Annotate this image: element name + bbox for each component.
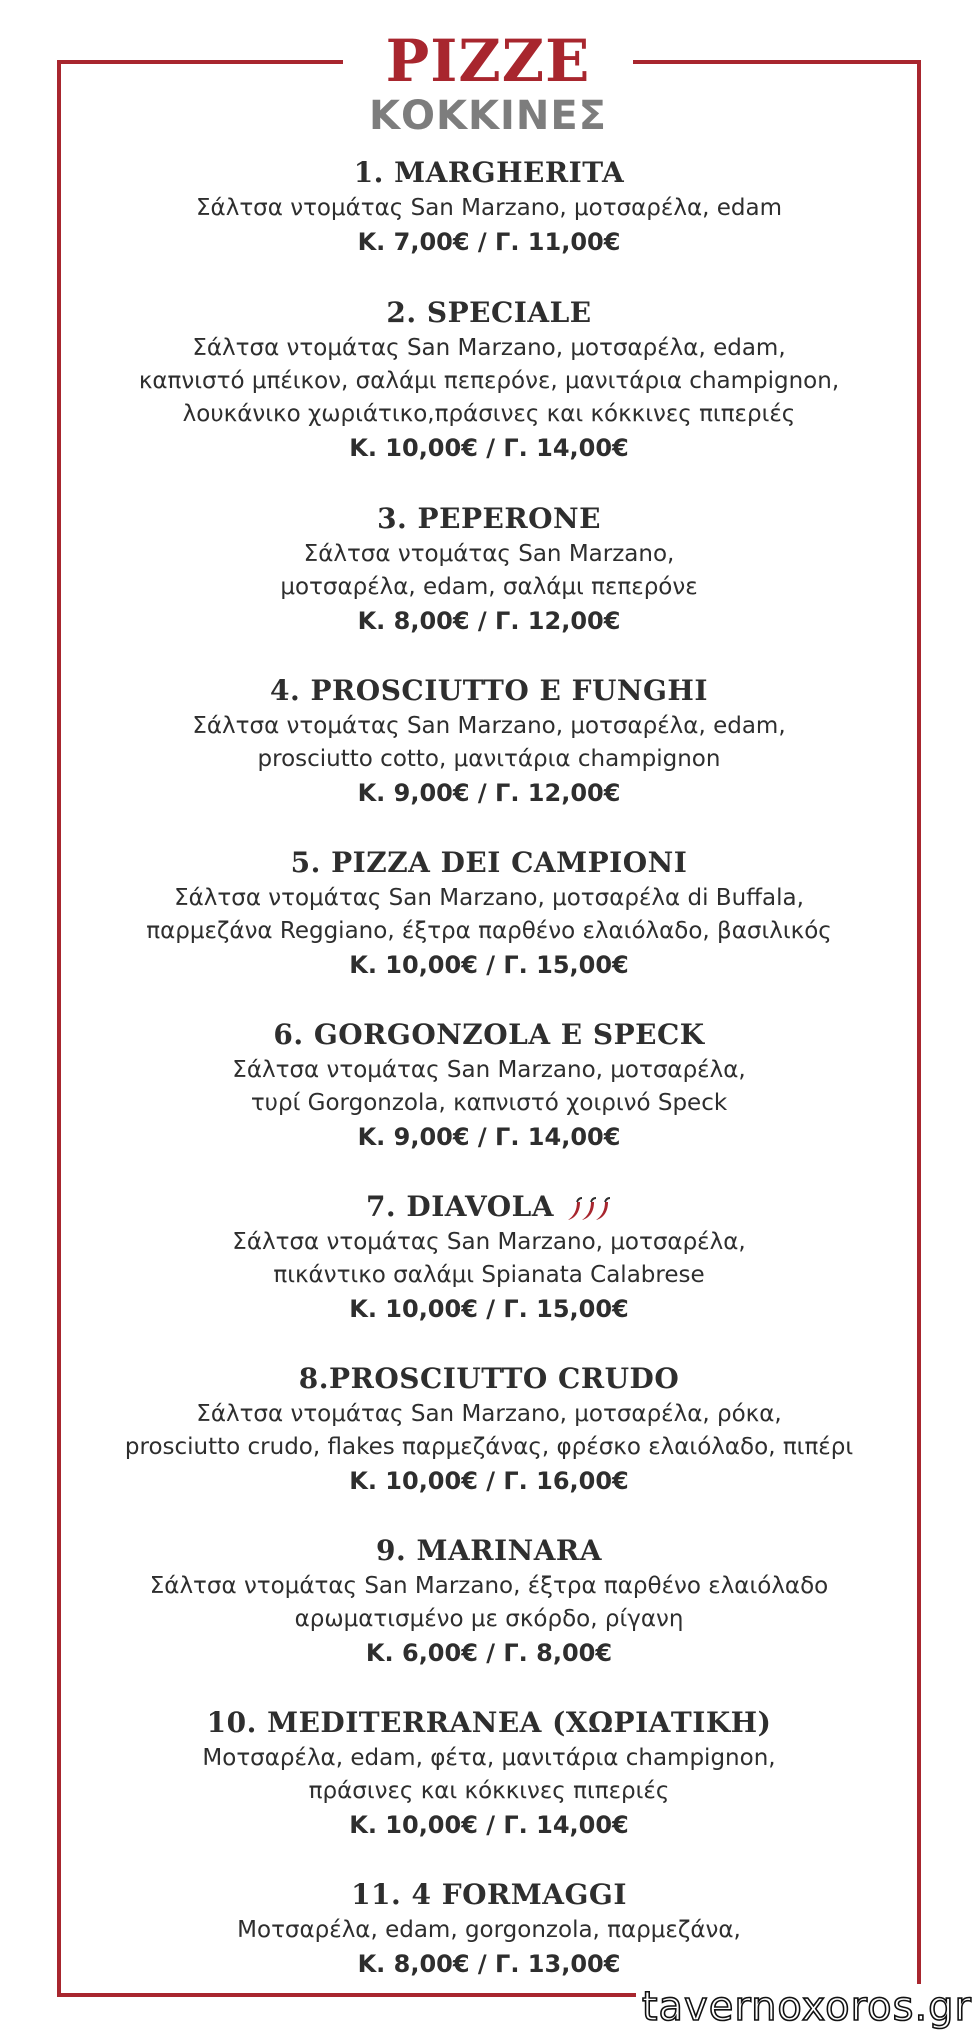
item-price: Κ. 10,00€ / Γ. 14,00€ (349, 1811, 629, 1839)
item-name: 8.PROSCIUTTO CRUDO (298, 1362, 680, 1395)
item-description: πράσινες και κόκκινες πιπεριές (308, 1778, 670, 1804)
menu-item (61, 844, 917, 1016)
menu-item (61, 1704, 917, 1876)
item-description: Σάλτσα ντομάτας San Marzano, έξτρα παρθένο ελαιόλαδο (149, 1573, 829, 1599)
item-price: Κ. 9,00€ / Γ. 14,00€ (357, 1123, 621, 1151)
item-description: πικάντικο σαλάμι Spianata Calabrese (273, 1262, 705, 1288)
item-description: Σάλτσα ντομάτας San Marzano, μοτσαρέλα, edam, (192, 713, 786, 739)
item-name: 3. PEPERONE (377, 502, 601, 535)
item-description: Σάλτσα ντομάτας San Marzano, μοτσαρέλα, edam, (192, 335, 786, 361)
item-description: prosciutto crudo, flakes παρμεζάνας, φρέσκο ελαιόλαδο, πιπέρι (124, 1434, 854, 1460)
item-price: Κ. 6,00€ / Γ. 8,00€ (365, 1639, 613, 1667)
menu-item (61, 294, 917, 500)
item-description: Σάλτσα ντομάτας San Marzano, μοτσαρέλα, (232, 1057, 746, 1083)
item-description: Μοτσαρέλα, edam, gorgonzola, παρμεζάνα, (237, 1917, 741, 1943)
menu-item (61, 672, 917, 844)
item-description: Σάλτσα ντομάτας San Marzano, μοτσαρέλα, (232, 1229, 746, 1255)
item-price: Κ. 8,00€ / Γ. 13,00€ (357, 1950, 621, 1978)
menu-header (343, 20, 633, 150)
item-description: αρωματισμένο με σκόρδο, ρίγανη (294, 1606, 684, 1632)
page-subtitle: ΚΟΚΚΙΝΕΣ (369, 93, 607, 139)
item-description: Σάλτσα ντομάτας San Marzano, (303, 541, 675, 567)
item-name: 11. 4 FORMAGGI (351, 1878, 627, 1911)
item-price: Κ. 8,00€ / Γ. 12,00€ (357, 607, 621, 635)
item-price: Κ. 7,00€ / Γ. 11,00€ (357, 228, 621, 256)
menu-item (61, 500, 917, 672)
item-description: Μοτσαρέλα, edam, φέτα, μανιτάρια champignon, (202, 1745, 776, 1771)
page-title: PIZZE (385, 27, 591, 95)
item-price: Κ. 10,00€ / Γ. 15,00€ (349, 1295, 629, 1323)
item-description: καπνιστό μπέικον, σαλάμι πεπερόνε, μανιτάρια champignon, (138, 368, 840, 394)
item-name: 1. MARGHERITA (353, 156, 625, 189)
menu-item (61, 1016, 917, 1188)
item-description: prosciutto cotto, μανιτάρια champignon (257, 746, 721, 772)
pizza-menu-list (61, 154, 917, 2016)
item-description: Σάλτσα ντομάτας San Marzano, μοτσαρέλα, ρόκα, (196, 1401, 782, 1427)
item-description: Σάλτσα ντομάτας San Marzano, μοτσαρέλα, edam (196, 195, 782, 221)
menu-item (61, 1188, 917, 1360)
item-name: 10. MEDITERRANEA (ΧΩΡΙΑΤΙΚΗ) (206, 1706, 772, 1739)
site-watermark: tavernoxoros.gr (636, 1984, 978, 2030)
item-price: Κ. 9,00€ / Γ. 12,00€ (357, 779, 621, 807)
item-name: 6. GORGONZOLA E SPECK (273, 1018, 705, 1051)
item-name: 7. DIAVOLA (365, 1190, 555, 1223)
menu-item (61, 1360, 917, 1532)
item-price: Κ. 10,00€ / Γ. 14,00€ (349, 434, 629, 462)
item-name: 2. SPECIALE (386, 296, 592, 329)
item-description: Σάλτσα ντομάτας San Marzano, μοτσαρέλα di Buffala, (174, 885, 804, 911)
item-name: 5. PIZZA DEI CAMPIONI (290, 846, 688, 879)
menu-item (61, 1532, 917, 1704)
item-description: παρμεζάνα Reggiano, έξτρα παρθένο ελαιόλαδο, βασιλικός (146, 918, 832, 944)
item-description: μοτσαρέλα, edam, σαλάμι πεπερόνε (280, 574, 698, 600)
item-name-row (61, 1188, 917, 1226)
item-description: λουκάνικο χωριάτικο,πράσινες και κόκκινες πιπεριές (182, 401, 796, 427)
chili-pepper-icon (564, 1196, 612, 1222)
item-price: Κ. 10,00€ / Γ. 16,00€ (349, 1467, 629, 1495)
menu-item (61, 154, 917, 294)
item-name: 9. MARINARA (376, 1534, 602, 1567)
item-description: τυρί Gorgonzola, καπνιστό χοιρινό Speck (250, 1090, 728, 1116)
item-price: Κ. 10,00€ / Γ. 15,00€ (349, 951, 629, 979)
item-name: 4. PROSCIUTTO E FUNGHI (270, 674, 708, 707)
